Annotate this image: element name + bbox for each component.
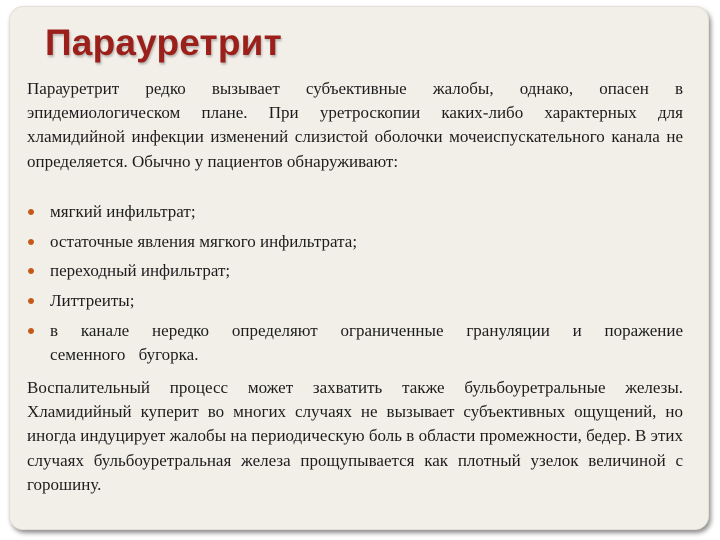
list-item-text: в канале нередко определяют ограниченные грануляции и поражение семенного бугорка. — [50, 320, 683, 365]
conclusion-paragraph: Воспалительный процесс может захватить также бульбоуретральные железы. Хламидийный куперит во многих случаях не вызывает субъективных ощущений, но иногда индуцирует жалобы на периодическую боль в области промежности, бедер. В этих случаях бульбоуретральная железа прощупывается как плотный узелок величиной с горошину. — [27, 378, 683, 494]
list-item — [27, 200, 683, 224]
list-item-text: Литтреиты; — [50, 291, 135, 311]
list-item-text: переходный инфильтрат; — [50, 261, 231, 281]
list-item — [27, 259, 683, 283]
list-item — [27, 230, 683, 254]
list-item — [27, 319, 683, 367]
bullet-icon — [28, 268, 34, 274]
findings-list — [27, 200, 683, 373]
bullet-icon — [28, 328, 34, 334]
intro-paragraph: Парауретрит редко вызывает субъективные жалобы, однако, опасен в эпидемиологическом плане. При уретроскопии каких-либо характерных для хламидийной инфекции изменений слизистой оболочки мочеиспускательного канала не определяется. Обычно у пациентов обнаруживают: — [27, 79, 683, 171]
bullet-icon — [28, 298, 34, 304]
list-item — [27, 289, 683, 313]
slide-title: Парауретрит — [45, 22, 282, 63]
bullet-icon — [28, 239, 34, 245]
list-item-text: остаточные явления мягкого инфильтрата; — [50, 231, 358, 251]
bullet-icon — [28, 209, 34, 215]
list-item-text: мягкий инфильтрат; — [50, 202, 196, 221]
